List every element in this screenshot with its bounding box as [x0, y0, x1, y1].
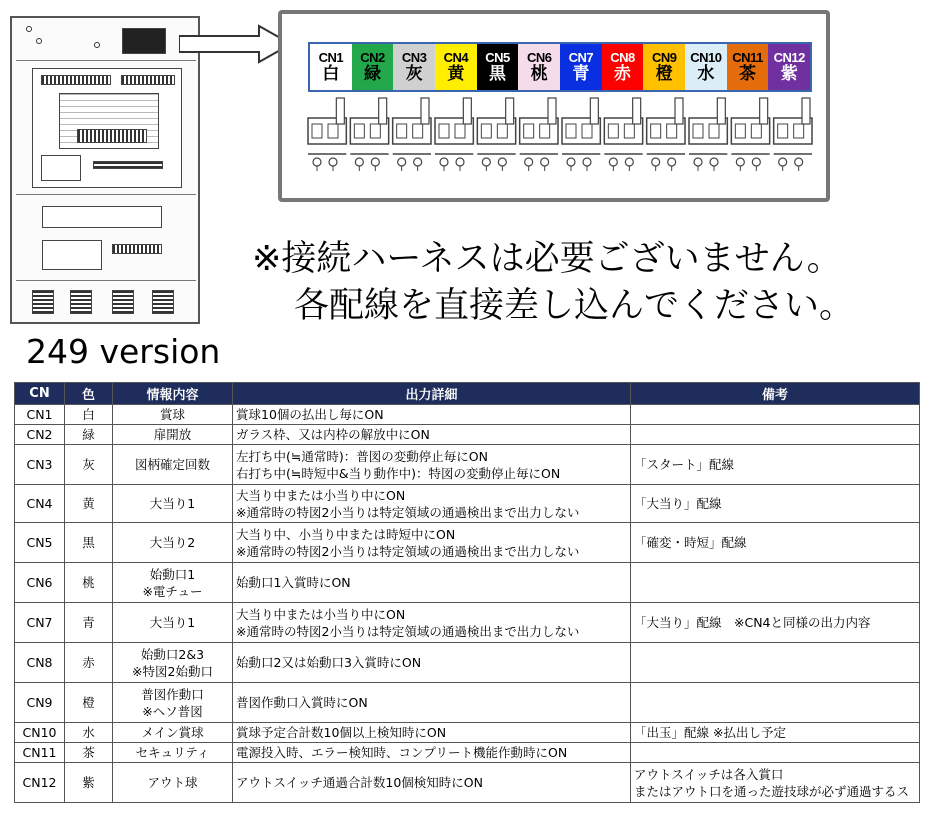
connector-color-kanji: 青: [572, 63, 590, 84]
connector-label-12: [768, 44, 810, 90]
cell-detail-line: ガラス枠、又は内枠の解放中にON: [236, 427, 430, 442]
board-main-area: [32, 68, 182, 188]
table-row: [15, 563, 920, 603]
table-row: [15, 603, 920, 643]
cell-info-line: 普図作動口: [141, 686, 204, 702]
cell-color: 白: [65, 405, 113, 425]
connector-label-8: [602, 44, 644, 90]
cell-detail: [233, 405, 631, 425]
cell-detail: [233, 425, 631, 445]
header-cn: CN: [15, 383, 65, 405]
connector-color-kanji: 桃: [530, 63, 548, 84]
connector-table: [14, 382, 920, 803]
connector-color-kanji: 紫: [780, 63, 798, 84]
cell-detail-line: 大当り中、小当り中または時短中にON: [236, 526, 456, 542]
note-line-1: ※接続ハーネスは必要ございません。: [252, 239, 842, 279]
connector-socket: [477, 98, 515, 171]
connector-color-kanji: 白: [322, 63, 340, 84]
cell-remark-line: またはアウト口を通った遊技球が必ず通過するス: [634, 783, 910, 799]
cell-remark: [631, 763, 920, 803]
cell-detail-line: 電源投入時、エラー検知時、コンプリート機能作動時にON: [236, 745, 568, 760]
cell-info: [113, 743, 233, 763]
table-row: [15, 723, 920, 743]
cell-color: 茶: [65, 743, 113, 763]
connector-name: CN3: [401, 49, 427, 65]
cell-detail-line: 大当り中または小当り中にON: [236, 606, 406, 622]
connector-color-kanji: 赤: [614, 63, 632, 84]
cell-cn: CN12: [15, 763, 65, 803]
connector-label-6: [518, 44, 560, 90]
cell-color: 水: [65, 723, 113, 743]
cell-color: 桃: [65, 563, 113, 603]
cell-cn: CN7: [15, 603, 65, 643]
table-header-row: [15, 383, 920, 405]
cell-remark: [631, 723, 920, 743]
version-label: 249 version: [26, 332, 221, 371]
note-line-2: 各配線を直接差し込んでください。: [294, 286, 855, 326]
cell-info-line: 賞球: [159, 407, 185, 422]
connector-color-kanji: 黄: [447, 63, 465, 84]
connector-socket: [647, 98, 685, 171]
cell-info: [113, 603, 233, 643]
cell-remark: [631, 563, 920, 603]
connector-label-10: [685, 44, 727, 90]
connector-name: CN11: [732, 49, 763, 65]
connector-name: CN10: [690, 49, 722, 65]
cell-cn: CN8: [15, 643, 65, 683]
connector-name: CN7: [568, 49, 594, 65]
connector-label-3: [393, 44, 435, 90]
cell-cn: CN6: [15, 563, 65, 603]
header-color: 色: [65, 383, 113, 405]
cell-color: 黒: [65, 523, 113, 563]
table-row: [15, 643, 920, 683]
cell-remark-line: アウトスイッチは各入賞口: [634, 766, 784, 782]
connector-name: CN12: [773, 49, 805, 65]
cell-remark: [631, 523, 920, 563]
cell-remark-line: 「確変・時短」配線: [634, 535, 747, 550]
cell-info-line: 扉開放: [153, 427, 192, 442]
connector-name: CN8: [610, 49, 635, 65]
connector-name: CN9: [651, 49, 677, 65]
cell-remark: [631, 485, 920, 523]
connector-socket: [562, 98, 600, 171]
cell-detail-line: ※通常時の特図2小当りは特定領域の通過検出まで出力しない: [236, 504, 580, 520]
connector-socket: [435, 98, 473, 171]
cell-info-line: 大当り1: [149, 615, 196, 630]
cell-info: [113, 563, 233, 603]
cell-detail: [233, 683, 631, 723]
connector-name: CN6: [526, 49, 552, 65]
connector-color-kanji: 茶: [739, 63, 757, 84]
connector-color-row: [308, 42, 812, 92]
cell-color: 紫: [65, 763, 113, 803]
cell-remark-line: 「スタート」配線: [634, 457, 735, 472]
cell-detail: [233, 523, 631, 563]
cell-color: 緑: [65, 425, 113, 445]
connector-label-2: [352, 44, 394, 90]
connector-name: CN2: [360, 49, 385, 65]
connector-socket: [731, 98, 769, 171]
cell-info: [113, 405, 233, 425]
cell-info: [113, 723, 233, 743]
table-row: [15, 445, 920, 485]
table-row: [15, 485, 920, 523]
cell-info-line: 始動口2&3: [140, 646, 205, 662]
cell-detail: [233, 723, 631, 743]
cell-remark-line: 「出玉」配線 ※払出し予定: [634, 725, 786, 740]
cell-remark: [631, 405, 920, 425]
cell-detail-line: 大当り中または小当り中にON: [236, 487, 406, 503]
cell-remark: [631, 743, 920, 763]
table-row: [15, 683, 920, 723]
connector-label-9: [643, 44, 685, 90]
cell-detail-line: ※通常時の特図2小当りは特定領域の通過検出まで出力しない: [236, 543, 580, 559]
cell-detail-line: アウトスイッチ通過合計数10個検知時にON: [236, 775, 483, 790]
cell-info-line: ※ヘソ普図: [142, 703, 203, 719]
cell-remark: [631, 445, 920, 485]
board-diagram: [10, 16, 200, 324]
connector-label-1: [310, 44, 352, 90]
table-row: [15, 523, 920, 563]
board-top-area: [24, 24, 114, 54]
cell-info: [113, 523, 233, 563]
cell-detail: [233, 485, 631, 523]
connector-color-kanji: 水: [697, 63, 715, 84]
note-text: [252, 236, 854, 330]
connector-pins: [306, 96, 814, 176]
cell-cn: CN1: [15, 405, 65, 425]
connector-socket: [308, 98, 346, 171]
cell-color: 灰: [65, 445, 113, 485]
cell-remark: [631, 425, 920, 445]
cell-detail: [233, 445, 631, 485]
cell-remark: [631, 603, 920, 643]
cell-info: [113, 683, 233, 723]
cell-remark: [631, 643, 920, 683]
cell-cn: CN3: [15, 445, 65, 485]
cell-color: 赤: [65, 643, 113, 683]
connector-socket: [689, 98, 727, 171]
connector-color-kanji: 緑: [364, 63, 381, 84]
cell-cn: CN11: [15, 743, 65, 763]
cell-info-line: ※電チュー: [142, 583, 203, 599]
connector-socket: [520, 98, 558, 171]
connector-label-4: [435, 44, 477, 90]
connector-name: CN5: [485, 49, 510, 65]
connector-color-kanji: 灰: [405, 63, 423, 84]
cell-detail: [233, 603, 631, 643]
table-row: [15, 743, 920, 763]
cell-info-line: 大当り1: [149, 496, 196, 511]
connector-label-5: [477, 44, 519, 90]
cell-detail: [233, 763, 631, 803]
cell-detail-line: ※通常時の特図2小当りは特定領域の通過検出まで出力しない: [236, 623, 580, 639]
cell-detail-line: 賞球10個の払出し毎にON: [236, 407, 384, 422]
cell-cn: CN4: [15, 485, 65, 523]
cell-info: [113, 445, 233, 485]
cell-info: [113, 643, 233, 683]
cell-color: 青: [65, 603, 113, 643]
cell-cn: CN5: [15, 523, 65, 563]
cell-info: [113, 763, 233, 803]
connector-socket: [604, 98, 642, 171]
cell-remark-line: 「大当り」配線: [634, 496, 722, 511]
connector-socket: [393, 98, 431, 171]
cell-info-line: ※特図2始動口: [132, 663, 213, 679]
cell-info: [113, 485, 233, 523]
cell-info-line: アウト球: [147, 775, 198, 790]
connector-socket: [774, 98, 812, 171]
cell-remark-line: 「大当り」配線 ※CN4と同様の出力内容: [634, 615, 871, 630]
cell-info-line: 大当り2: [149, 535, 196, 550]
cell-detail-line: 右打ち中(≒時短中&当り動作中)：特図の変動停止毎にON: [236, 465, 561, 481]
cell-cn: CN9: [15, 683, 65, 723]
board-lower-area: [42, 206, 162, 228]
cell-info-line: 図柄確定回数: [134, 457, 210, 472]
cell-detail-line: 始動口2又は始動口3入賞時にON: [236, 655, 422, 670]
cell-cn: CN2: [15, 425, 65, 445]
connector-label-7: [560, 44, 602, 90]
connector-color-kanji: 橙: [655, 63, 673, 84]
cell-info-line: 始動口1: [149, 566, 196, 582]
header-info: 情報内容: [113, 383, 233, 405]
cell-info-line: セキュリティ: [135, 745, 210, 760]
cell-detail-line: 賞球予定合計数10個以上検知時にON: [236, 725, 447, 740]
cell-color: 橙: [65, 683, 113, 723]
cell-detail-line: 左打ち中(≒通常時)：普図の変動停止毎にON: [236, 448, 488, 464]
connector-block: [122, 28, 166, 54]
table-row: [15, 405, 920, 425]
table-row: [15, 763, 920, 803]
connector-name: CN1: [318, 49, 344, 65]
cell-color: 黄: [65, 485, 113, 523]
connector-socket: [350, 98, 388, 171]
header-detail: 出力詳細: [233, 383, 631, 405]
cell-remark: [631, 683, 920, 723]
cell-detail: [233, 563, 631, 603]
cell-detail: [233, 743, 631, 763]
cell-detail: [233, 643, 631, 683]
connector-name: CN4: [443, 49, 469, 65]
cell-info: [113, 425, 233, 445]
connector-label-11: [727, 44, 769, 90]
header-remark: 備考: [631, 383, 920, 405]
table-row: [15, 425, 920, 445]
connector-panel: [278, 10, 830, 202]
cell-detail-line: 普図作動口入賞時にON: [236, 695, 368, 710]
connector-color-kanji: 黒: [489, 63, 507, 84]
cell-detail-line: 始動口1入賞時にON: [236, 575, 351, 590]
cell-info-line: メイン賞球: [141, 725, 204, 740]
cell-cn: CN10: [15, 723, 65, 743]
